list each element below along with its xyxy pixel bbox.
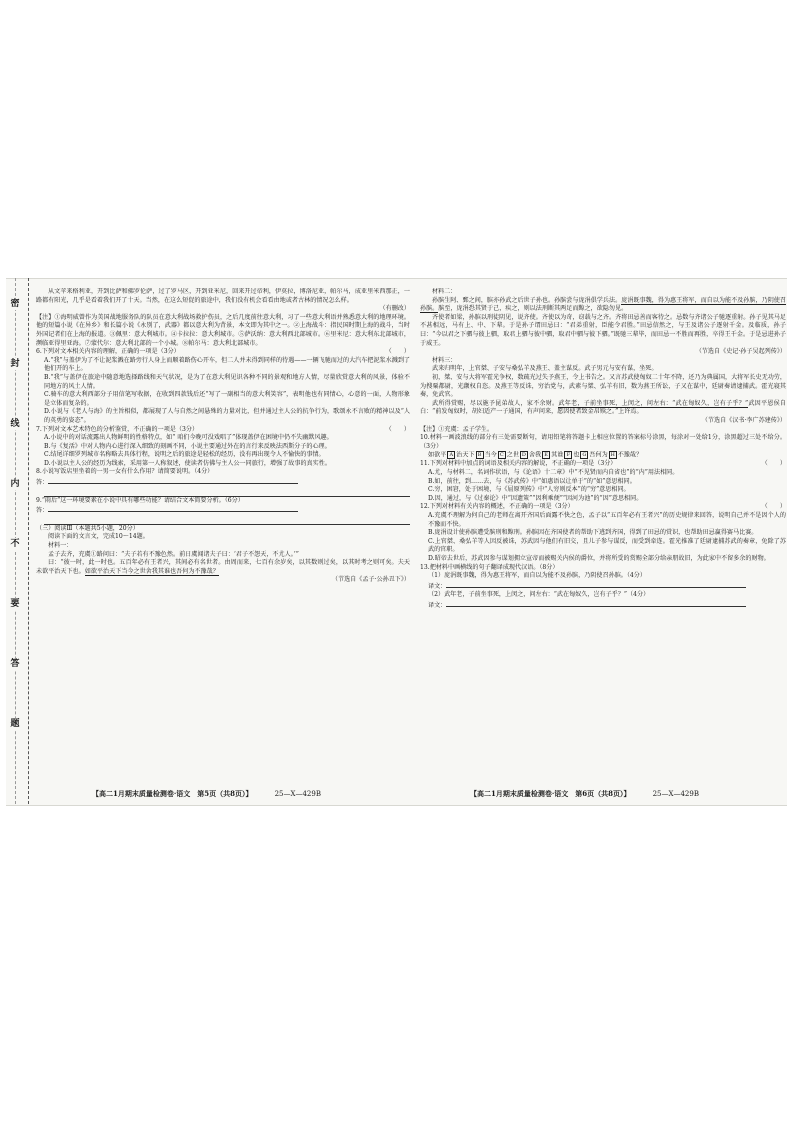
page-6-column [420, 288, 786, 782]
seal-char: 内 [10, 479, 20, 489]
q7-option-a: A.小说中的对话流露出人物鲜明的性格特点，如“ 咱们今晚可没戏唱了”体现盖伊在困境中仍不失幽默风趣。 [44, 434, 333, 442]
q7-option-d: D.小说以主人公的经历为线索，采用第一人称叙述，使读者仿佛与主人公一同旅行，增强了故事的真实性。 [44, 459, 331, 467]
material-3-para: 初，桀、安与大将军霍光争权，数疏光过失予燕王，令上书告之。又言苏武使匈奴二十年不降，还乃为典属国，大将军长史无功劳，为搜粟都尉，光颛权自恣。及燕王等反诛，穷治党与，武素与桀、弘羊有旧，数为燕王所讼，子又在谋中，廷尉奏请逮捕武。霍光寝其奏，免武官。 [420, 373, 786, 399]
wavy-underline-passage: 如欲平治天下当今之世舍我其谁也吾何为不豫哉？ [84, 567, 219, 575]
source-note: （有删改） [379, 305, 410, 313]
q6-option-d: D.小说与《老人与海》的主旨相似，都展现了人与自然之间悬殊的力量对比，但并通过主人公的抗争行为，歌颂永不言败的精神以及“人的英勇的姿态”。 [44, 408, 410, 424]
question-13: 13.把材料中画横线的句子翻译成现代汉语。（8分） [420, 563, 559, 571]
material-2-title: 材料二： [432, 288, 457, 295]
source-note: （节选自《史记·孙子吴起列传》） [695, 348, 786, 356]
seal-char: 密 [10, 299, 20, 309]
underlined-sentence-2: 武年老，子前坐事死，上闵之，问左右：“武在匈奴久，岂有子乎？” [558, 399, 749, 407]
annotation: 【注】①海明威曾作为美国战地服务队的队员在意大利战场救护伤员，之后几度前往意大利，习了一些意大利语并熟悉意大利的地理环境。他的短篇小说《在异乡》和长篇小说《永别了，武器》都以意大利为背景，本文即为其中之一。②上海战斗：指民国时期上海的战斗，当时外国记者们在上海的报道。③佩里：意大利城市。④卡拉拉：意大利城市。⑤萨沃纳：意大利西北部城市。⑥里米尼：意大利东北部城市，濒临亚得里亚海。⑦蒙代尔：意大利北部的一个小城。⑧帕尔马：意大利北部城市。 [36, 313, 410, 347]
question-11: 11.下列对材料中加点的词语及相关内容的解说，不正确的一项是（3分） （ ） [420, 460, 786, 468]
binding-margin [6, 278, 32, 804]
material-3-title: 材料三： [432, 356, 457, 364]
question-6: 6.下列对文本相关内容的理解，正确的一项是（3分） （ ） [36, 348, 410, 356]
material-1-para: 孟子去齐，充虞①路问曰：“夫子若有不豫色然。前日虞闻诸夫子曰：‘君子不怨天，不尤人。’” [48, 550, 299, 558]
seal-char: 线 [10, 419, 20, 429]
q12-option-d: D.昭帝去世后，苏武因参与谋划拥立宣帝而被赐关内侯的爵位，并将所受的赏赐全部分给亲朋故旧，为此家中不留多余的财物。 [428, 554, 770, 562]
q13-part-2-answer[interactable]: 译文： [420, 600, 786, 611]
material-2-para: 齐使者如梁，孙膑以刑徒阴见，说齐使。齐使以为奇，窃载与之齐。齐将田忌善而客待之。忌数与齐诸公子驰逐重射。孙子见其马足不甚相远，马有上、中、下辈。于是孙子谓田忌曰：“君弟重射，臣能令君胜。”田忌信然之，与王及诸公子逐射千金。及临质，孙子曰：“今以君之下驷与彼上驷，取君上驷与彼中驷，取君中驷与彼下驷。”既驰三辈毕，而田忌一不胜而再胜，卒得王千金。于是忌进孙子于威王。 [420, 313, 786, 347]
break-box-g[interactable]: G [582, 452, 587, 459]
q6-option-c: C.骑车的意大利西部分子用信笔写收据，在收到四款钱后还“写了一副相当的意大利笑容”，表明他也有同情心，心意的一面，人物形象是立体而复杂的。 [44, 391, 410, 407]
material-1-para: 曰：“彼一时，此一时也。五百年必有王者兴，其间必有名世者。由周而来，七百有余岁矣，以其数则过矣，以其时考之则可矣。夫天未欲平治天下也。如欲平治天下当今之世舍我其谁也吾何为不豫哉？ [36, 559, 410, 575]
section-3-instructions: 阅读下面的文言文，完成10～14题。 [48, 533, 149, 541]
break-box-e[interactable]: E [542, 451, 550, 459]
seal-char: 题 [10, 719, 20, 729]
story-ending: 从文苹来格利亚，开到比萨和佛罗伦萨，过了罗马区，开到亚米尼，回来开过帝利，伊莫拉，博洛尼亚，帕尔马，成亚里米西那正，一路都有阳光，几乎是看着我们开了十天。当然，在这么短促的旅途中，我们没有机会看看由地或者古林的情况怎么样。 [36, 288, 410, 304]
question-8: 8.小说写饭店里坐着的一男一女有什么作用？请简要说明。（4分） [36, 468, 214, 476]
seal-char: 不 [10, 539, 20, 549]
q13-part-1-answer[interactable]: 译文： [420, 581, 786, 592]
break-box-f[interactable]: F [564, 451, 572, 459]
binding-line [28, 278, 29, 804]
q8-answer-line[interactable]: 答： [36, 477, 410, 488]
question-9: 9.“雨后”这一环境要素在小说中具有哪些功能？请结合文本简要分析。（6分） [36, 496, 244, 504]
q10-segmentation: 如欲平 A 治天下 B 当今 C 之世 D 舍我 E 其谁 F 也 G 吾何为 H 不豫哉？ [428, 451, 643, 459]
q12-option-c: C.上官桀、桑弘羊等人因反被诛，苏武因与他们有旧交，且儿子参与谋反，而受到牵连。霍光推准了廷尉逮捕苏武的奏章，免除了苏武的官职。 [428, 537, 786, 554]
seal-char: 要 [10, 599, 20, 609]
page-6-footer: 【高二1月期末质量检测卷·语文 第6页（共8页）】 25—X—429B [470, 789, 699, 798]
seal-char: 封 [10, 359, 20, 369]
answer-line[interactable] [44, 516, 410, 525]
section-3-heading: （三）阅读Ⅲ（本题共5小题，20分） [36, 524, 139, 532]
break-box-c[interactable]: C [498, 451, 506, 459]
break-box-a[interactable]: A [447, 451, 455, 459]
break-box-d[interactable]: D [521, 452, 526, 459]
break-box-b[interactable]: B [476, 451, 484, 459]
q11-option-b: B.如，前往，到……去，与《苏武传》中“如惠语以让单于”的“如”意思相同。 [428, 477, 636, 485]
underlined-sentence-1: 庞涓既事魏，得为惠王将军，而自以为能不及孙膑，乃阴使召孙膑。 [420, 296, 786, 313]
material-1-title: 材料一： [48, 542, 73, 550]
answer-line[interactable] [44, 488, 410, 497]
material-3-para: 武来归明年，上官桀、子安与桑弘羊及燕王、盖主谋反。武子男元与安有谋，坐死。 [432, 365, 658, 373]
q6-option-b: B.“我”与盖伊在旅途中随意地选择路线和天气状况，是为了在意大利见识各种不同的景观和地方人情，尽量欣赏意大利的风景，体验不同地方的风土人情。 [44, 373, 410, 390]
break-box-h[interactable]: H [610, 452, 615, 459]
q13-part-2: （2）武年老，子前坐事死，上闵之，问左右：“武在匈奴久，岂有子乎？”（4分） [428, 591, 650, 599]
q11-option-c: C.穷，困窘，处于困境，与《屈原列传》中“人穷则反本”的“穷”意思相同。 [428, 486, 630, 494]
q7-option-b: B.与《复活》中对人物内心进行深入细致的刻画不同，小说主要通过外在的言行来反映法西斯分子的心理。 [44, 442, 331, 450]
page-5-footer: 【高二1月期末质量检测卷·语文 第5页（共8页）】 25—X—429B [92, 789, 321, 798]
question-10: 10.材料一画波浪线的部分有三处需要断句，请用铅笔将答题卡上相应位置的答案标号涂黑，每涂对一处给1分，涂黑超过三处不给分。（3分） [420, 434, 786, 450]
q11-option-d: D.因，通过，与《过秦论》中“因遗策”“因利乘便”“因河为池”的“因”意思相同。 [428, 494, 643, 502]
page-5-column [36, 288, 410, 782]
q13-part-1: （1）庞涓既事魏，得为惠王将军，而自以为能不及孙膑，乃阴使召孙膑。（4分） [428, 572, 646, 580]
q12-option-b: B.庞涓设计使孙膑遭受膑刑和黥刑。孙膑因在齐国使者的帮助下逃到齐国，得到了田忌的赏识，也帮助田忌赢得赛马比赛。 [428, 529, 758, 537]
source-note: （节选自《汉书·李广苏建传》） [701, 416, 786, 424]
question-12: 12.下列对材料有关内容的概述，不正确的一项是（3分） （ ） [420, 503, 786, 511]
q12-option-a: A.充虞不理解为何自己的老师在离开齐国后面露不快之色，孟子以“五百年必有王者兴”的历史规律来回答，说明自己并不是因个人的不豫而不快。 [428, 511, 786, 528]
q6-option-a: A.“我”与盖伊为了不让泥浆溅在路旁行人身上而顺着路伤心开车，但二人并未得到同样的待遇——一辆飞驰而过的大汽车把泥浆水溅到了他们开的车上。 [44, 356, 410, 373]
seal-char: 答 [10, 659, 20, 669]
material-2-para: 孙膑生阿、鄄之间，膑亦孙武之后世子孙也。孙膑尝与庞涓俱学兵法。庞涓既事魏，得为惠王将军，而自以为能不及孙膑，乃阴使召孙膑。膑至，庞涓恐其贤于己，疾之，则以法刑断其两足而黥之，欲隐勿见。 [420, 296, 786, 313]
q9-answer-line[interactable]: 答： [36, 505, 410, 516]
source-note: （节选自《孟子·公孙丑下》） [331, 576, 410, 584]
question-7: 7.下列对文本艺术特色的分析鉴赏，不正确的一项是（3分） （ ） [36, 425, 410, 433]
q11-option-a: A.尤，与材料二，名词作状语，与《论语》十二章》中“不见贤而内自省也”的“内”用法相同。 [428, 468, 679, 476]
material-3-para: 武所得赏赐，尽以施予昆弟故人，家不余财。武年老，子前坐事死，上闵之，问左右：“武在匈奴久，岂有子乎？”武因平恩侯自白：“前发匈奴时，胡妇适产一子通国，有声问来，愿因使者致金帛赎之。”上许焉。 [420, 399, 786, 416]
q7-option-c: C.结尾详细罗列城市名称略去具体行程，说明之后的旅途是轻松的经历，没有再出现令人不愉快的事情。 [44, 451, 325, 459]
annotation: 【注】①充虞：孟子学生。 [420, 425, 494, 433]
